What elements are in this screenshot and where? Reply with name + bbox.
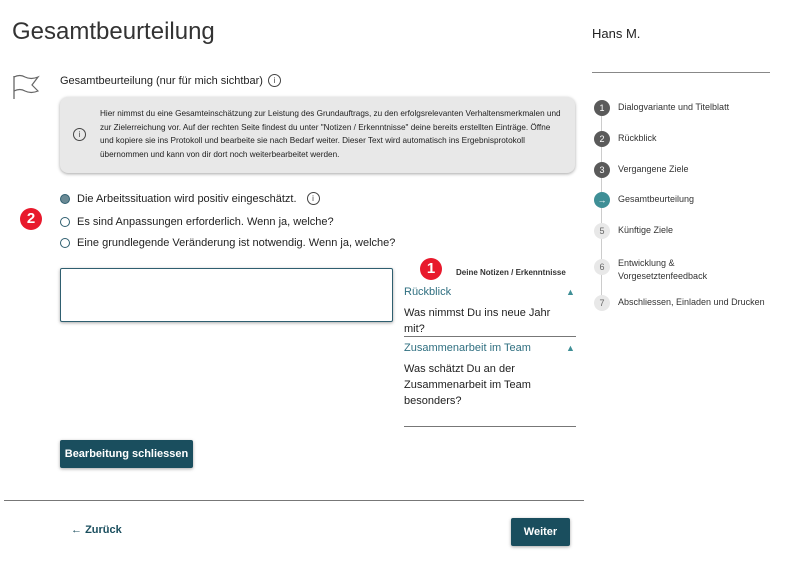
step-label: Dialogvariante und Titelblatt xyxy=(618,102,730,112)
annotation-badge-2: 2 xyxy=(20,208,42,230)
step-7[interactable] xyxy=(594,295,765,311)
annotation-badge-1: 1 xyxy=(420,258,442,280)
close-editing-button[interactable]: Bearbeitung schliessen xyxy=(60,440,193,468)
divider xyxy=(404,426,576,427)
step-5[interactable] xyxy=(594,223,673,239)
info-icon[interactable]: i xyxy=(307,192,320,205)
step-label: Entwicklung & Vorgesetztenfeedback xyxy=(618,258,708,281)
back-label: Zurück xyxy=(85,524,122,536)
page-title: Gesamtbeurteilung xyxy=(12,18,215,45)
collapse-arrow-icon[interactable]: ▲ xyxy=(566,343,575,353)
back-link[interactable] xyxy=(71,524,122,536)
arrow-right-icon: → xyxy=(594,192,610,208)
section-label xyxy=(60,74,281,87)
step-number: 2 xyxy=(594,131,610,147)
radio-button[interactable] xyxy=(60,238,70,248)
step-number: 5 xyxy=(594,223,610,239)
assessment-textarea[interactable] xyxy=(60,268,393,322)
radio-label: Es sind Anpassungen erforderlich. Wenn ja, welche? xyxy=(77,216,334,228)
divider xyxy=(592,72,770,73)
notes-header: Deine Notizen / Erkenntnisse xyxy=(456,268,566,277)
section-label-text: Gesamtbeurteilung (nur für mich sichtbar) xyxy=(60,74,263,87)
note-text: Was nimmst Du ins neue Jahr mit? xyxy=(404,307,551,335)
step-label: Abschliessen, Einladen und Drucken xyxy=(618,297,765,307)
step-number: 6 xyxy=(594,259,610,275)
step-label: Vergangene Ziele xyxy=(618,164,689,174)
flag-icon xyxy=(12,74,40,105)
step-6[interactable] xyxy=(594,256,722,283)
step-number: 3 xyxy=(594,162,610,178)
radio-label: Die Arbeitssituation wird positiv eingeschätzt. xyxy=(77,192,297,205)
note-title-rueckblick[interactable]: Rückblick xyxy=(404,286,452,298)
radio-option-positive[interactable] xyxy=(60,192,320,205)
step-label: Künftige Ziele xyxy=(618,225,674,235)
info-box xyxy=(60,97,575,173)
radio-button[interactable] xyxy=(60,217,70,227)
radio-label: Eine grundlegende Veränderung ist notwendig. Wenn ja, welche? xyxy=(77,237,396,249)
info-text: Hier nimmst du eine Gesamteinschätzung zur Leistung des Grundauftrags, zu den erfolgsrelevanten Verhaltensmerkmalen und zur Zielerreichung vor. Auf der rechten Seite findest du unter "Notizen / Erkenntnisse" deine bereits erstellten Einträge. Öffne und kopiere sie ins Protokoll und bearbeite sie nach Bedarf weiter. Dieser Text wird automatisch ins Ergebnisprotokoll übernommen und kann von dir dort noch weiterbearbeitet werden. xyxy=(100,109,561,159)
step-label: Gesamtbeurteilung xyxy=(618,194,695,204)
note-title-zusammenarbeit[interactable]: Zusammenarbeit im Team xyxy=(404,342,531,354)
collapse-arrow-icon[interactable]: ▲ xyxy=(566,287,575,297)
next-button[interactable]: Weiter xyxy=(511,518,570,546)
info-icon: i xyxy=(73,128,86,141)
divider xyxy=(4,500,584,501)
radio-option-change[interactable] xyxy=(60,237,395,249)
info-icon[interactable]: i xyxy=(268,74,281,87)
user-name: Hans M. xyxy=(592,26,641,41)
divider xyxy=(404,336,576,337)
radio-option-adjustments[interactable] xyxy=(60,216,334,228)
step-1[interactable] xyxy=(594,100,729,116)
step-4[interactable] xyxy=(594,192,694,208)
step-2[interactable] xyxy=(594,131,657,147)
note-text: Was schätzt Du an der Zusammenarbeit im Team besonders? xyxy=(404,363,531,407)
step-number: 7 xyxy=(594,295,610,311)
step-3[interactable] xyxy=(594,162,689,178)
radio-button[interactable] xyxy=(60,194,70,204)
step-number: 1 xyxy=(594,100,610,116)
arrow-left-icon: ← xyxy=(71,524,82,536)
step-label: Rückblick xyxy=(618,133,657,143)
